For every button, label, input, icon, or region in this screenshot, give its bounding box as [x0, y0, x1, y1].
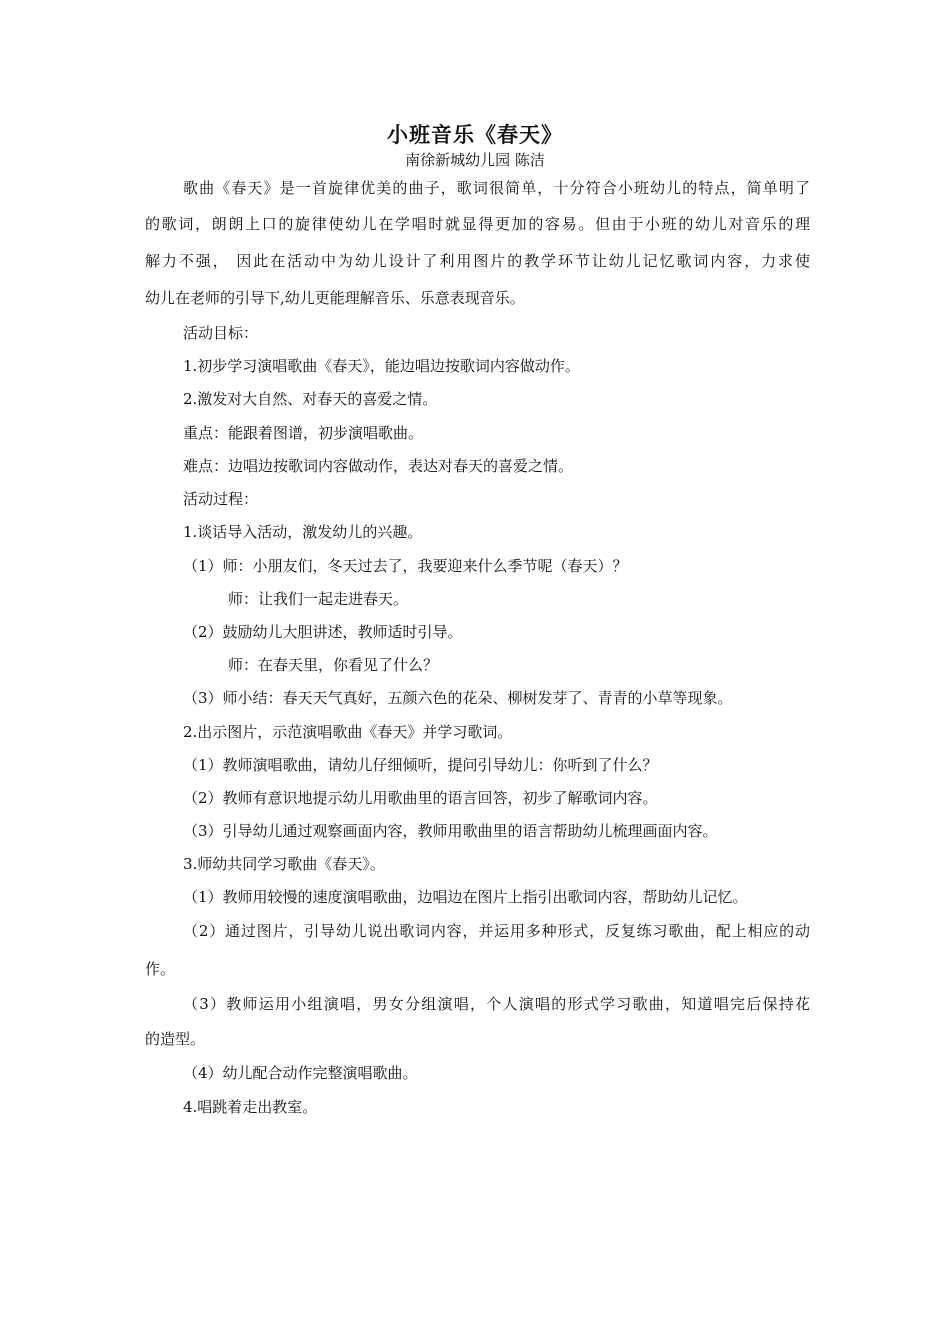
step-3-heading: 3.师幼共同学习歌曲《春天》。 — [183, 855, 385, 873]
goal-item-2: 2.激发对大自然、对春天的喜爱之情。 — [183, 390, 438, 408]
step-3-item-3-line-2: 的造型。 — [145, 1030, 206, 1048]
step-1-item-1: （1）师：小朋友们，冬天过去了，我要迎来什么季节呢（春天）？ — [183, 557, 628, 575]
step-1-heading: 1.谈话导入活动，激发幼儿的兴趣。 — [183, 523, 423, 541]
step-2-item-3: （3）引导幼儿通过观察画面内容，教师用歌曲里的语言帮助幼儿梳理画面内容。 — [183, 822, 718, 840]
intro-line-4: 幼儿在老师的引导下,幼儿更能理解音乐、乐意表现音乐。 — [145, 289, 525, 307]
intro-line-1: 歌曲《春天》是一首旋律优美的曲子，歌词很简单，十分符合小班幼儿的特点，简单明了 — [183, 179, 810, 197]
step-3-item-2-line-1: （2）通过图片，引导幼儿说出歌词内容，并运用多种形式，反复练习歌曲，配上相应的动 — [183, 922, 810, 940]
difficult-point: 难点：边唱边按歌词内容做动作，表达对春天的喜爱之情。 — [183, 457, 574, 475]
step-3-item-4: （4）幼儿配合动作完整演唱歌曲。 — [183, 1064, 418, 1082]
step-2-item-2: （2）教师有意识地提示幼儿用歌曲里的语言回答，初步了解歌词内容。 — [183, 789, 658, 807]
step-1-item-2-followup: 师：在春天里，你看见了什么？ — [228, 656, 439, 674]
step-1-item-3: （3）师小结：春天天气真好，五颜六色的花朵、柳树发芽了、青青的小草等现象。 — [183, 689, 733, 707]
intro-line-2: 的歌词，朗朗上口的旋律使幼儿在学唱时就显得更加的容易。但由于小班的幼儿对音乐的理 — [145, 215, 810, 233]
intro-line-3: 解力不强， 因此在活动中为幼儿设计了利用图片的教学环节让幼儿记忆歌词内容，力求使 — [145, 252, 810, 270]
section-heading-goals: 活动目标： — [183, 324, 259, 342]
author-line: 南徐新城幼儿园 陈洁 — [405, 151, 545, 169]
step-2-item-1: （1）教师演唱歌曲，请幼儿仔细倾听，提问引导幼儿：你听到了什么？ — [183, 756, 658, 774]
step-4-heading: 4.唱跳着走出教室。 — [183, 1098, 318, 1116]
step-3-item-3-line-1: （3）教师运用小组演唱，男女分组演唱，个人演唱的形式学习歌曲，知道唱完后保持花 — [183, 995, 810, 1013]
section-heading-process: 活动过程： — [183, 490, 259, 508]
step-3-item-1: （1）教师用较慢的速度演唱歌曲，边唱边在图片上指引出歌词内容，帮助幼儿记忆。 — [183, 888, 748, 906]
goal-item-1: 1.初步学习演唱歌曲《春天》，能边唱边按歌词内容做动作。 — [183, 357, 580, 375]
key-point: 重点：能跟着图谱，初步演唱歌曲。 — [183, 424, 424, 442]
document-title: 小班音乐《春天》 — [387, 123, 563, 147]
step-3-item-2-line-2: 作。 — [145, 960, 176, 978]
step-2-heading: 2.出示图片，示范演唱歌曲《春天》并学习歌词。 — [183, 723, 513, 741]
step-1-item-2: （2）鼓励幼儿大胆讲述，教师适时引导。 — [183, 623, 463, 641]
step-1-item-1-followup: 师：让我们一起走进春天。 — [228, 590, 409, 608]
